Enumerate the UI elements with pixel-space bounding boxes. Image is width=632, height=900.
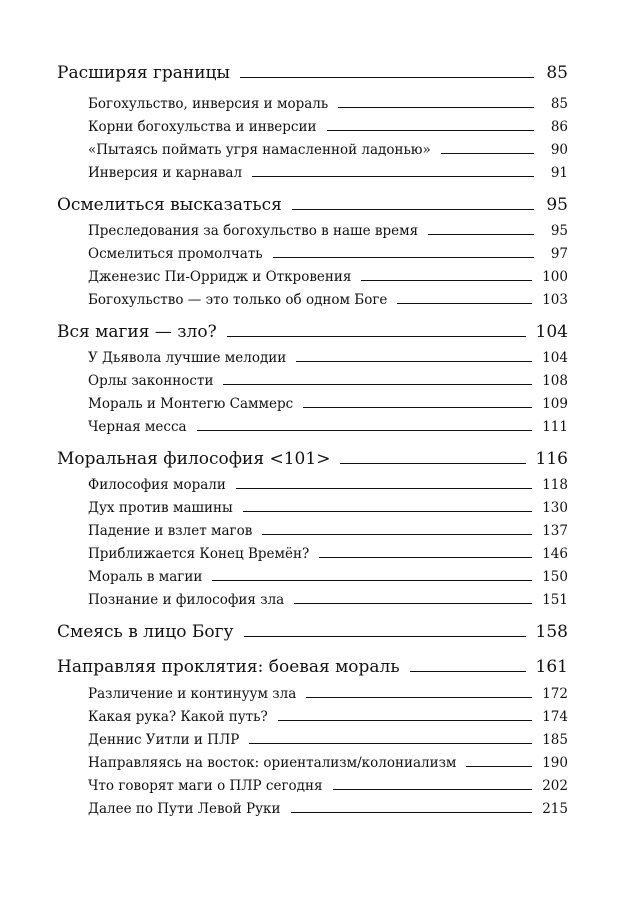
toc-page-number: 118 (542, 477, 568, 493)
toc-section-title: Познание и философия зла (88, 592, 285, 608)
toc-page-number: 161 (535, 657, 568, 677)
toc-section-title: Инверсия и карнавал (88, 165, 243, 181)
toc-page-number: 95 (550, 223, 568, 239)
toc-page-number: 111 (542, 419, 568, 435)
toc-leader-line (338, 107, 534, 108)
toc-section (88, 544, 568, 562)
toc-section (88, 94, 568, 112)
toc-leader-line (333, 789, 533, 790)
toc-page-number: 174 (542, 709, 568, 725)
toc-section (88, 140, 568, 158)
toc-section-title: Направляясь на восток: ориентализм/колониализм (88, 755, 457, 771)
toc-section (88, 221, 568, 239)
toc-section-title: У Дьявола лучшие мелодии (88, 350, 287, 366)
toc-leader-line (361, 280, 532, 281)
toc-section-title: Черная месса (88, 419, 187, 435)
toc-section (88, 799, 568, 817)
toc-leader-line (306, 697, 532, 698)
toc-leader-line (303, 407, 532, 408)
toc-section (88, 348, 568, 366)
toc-page-number: 85 (546, 63, 568, 83)
toc-page-number: 104 (542, 350, 568, 366)
toc-section (88, 684, 568, 702)
toc-page-number: 150 (542, 569, 568, 585)
toc-section (88, 394, 568, 412)
toc-section-title: Падение и взлет магов (88, 523, 253, 539)
toc-section-title: «Пытаясь поймать угря намасленной ладонью» (88, 142, 431, 158)
toc-page-number: 185 (542, 732, 568, 748)
toc-leader-line (291, 812, 533, 813)
toc-section-title: Различение и континуум зла (88, 686, 297, 702)
toc-chapter-title: Смеясь в лицо Богу (57, 622, 234, 642)
toc-section (88, 417, 568, 435)
toc-leader-line (410, 671, 526, 672)
toc-page-number: 158 (535, 622, 568, 642)
toc-leader-line (223, 384, 532, 385)
toc-chapter-title: Вся магия — зло? (57, 322, 217, 342)
toc-leader-line (278, 720, 532, 721)
toc-leader-line (236, 488, 532, 489)
toc-section (88, 590, 568, 608)
toc-section (88, 498, 568, 516)
toc-section-title: Преследования за богохульство в наше время (88, 223, 419, 239)
toc-leader-line (296, 361, 532, 362)
toc-chapter (57, 447, 568, 469)
toc-chapter (57, 193, 568, 215)
toc-chapter (57, 620, 568, 642)
toc-leader-line (441, 153, 534, 154)
toc-chapter-title: Осмелиться высказаться (57, 195, 282, 215)
toc-page-number: 190 (542, 755, 568, 771)
toc-page-number: 103 (542, 292, 568, 308)
toc-section-title: Далее по Пути Левой Руки (88, 801, 281, 817)
toc-section (88, 730, 568, 748)
toc-leader-line (244, 636, 526, 637)
toc-section-title: Осмелиться промолчать (88, 246, 263, 262)
toc-section-title: Орлы законности (88, 373, 214, 389)
toc-chapter-title: Направляя проклятия: боевая мораль (57, 657, 400, 677)
toc-section (88, 371, 568, 389)
toc-leader-line (319, 557, 532, 558)
toc-page-number: 109 (542, 396, 568, 412)
toc-page-number: 130 (542, 500, 568, 516)
toc-section (88, 267, 568, 285)
toc-section (88, 753, 568, 771)
toc-section (88, 290, 568, 308)
toc-leader-line (197, 430, 533, 431)
toc-section-title: Философия морали (88, 477, 226, 493)
toc-page-number: 172 (542, 686, 568, 702)
toc-leader-line (466, 766, 532, 767)
toc-chapter (57, 655, 568, 677)
toc-section (88, 244, 568, 262)
toc-section (88, 567, 568, 585)
toc-chapter-title: Расширяя границы (57, 63, 231, 83)
toc-chapter (57, 320, 568, 342)
toc-section-title: Приближается Конец Времён? (88, 546, 310, 562)
toc-page-number: 151 (542, 592, 568, 608)
toc-page-number: 146 (542, 546, 568, 562)
toc-leader-line (340, 463, 525, 464)
toc-section-title: Корни богохульства и инверсии (88, 119, 317, 135)
toc-leader-line (273, 257, 534, 258)
toc-leader-line (428, 234, 534, 235)
toc-leader-line (292, 209, 534, 210)
toc-page-number: 104 (535, 322, 568, 342)
toc-page-number: 100 (542, 269, 568, 285)
toc-page-number: 90 (550, 142, 568, 158)
toc-section (88, 163, 568, 181)
toc-page-number: 108 (542, 373, 568, 389)
toc-section-title: Деннис Уитли и ПЛР (88, 732, 240, 748)
toc-section (88, 117, 568, 135)
toc-leader-line (327, 130, 535, 131)
toc-section-title: Богохульство, инверсия и мораль (88, 96, 329, 112)
toc-leader-line (212, 580, 532, 581)
toc-leader-line (252, 176, 534, 177)
toc-section-title: Мораль в магии (88, 569, 203, 585)
toc-page-number: 91 (550, 165, 568, 181)
toc-section-title: Какая рука? Какой путь? (88, 709, 268, 725)
toc-page-number: 137 (542, 523, 568, 539)
toc-leader-line (262, 534, 532, 535)
toc-section (88, 707, 568, 725)
toc-leader-line (243, 511, 532, 512)
toc-page-number: 116 (535, 449, 568, 469)
toc-section-title: Дух против машины (88, 500, 233, 516)
toc-section (88, 776, 568, 794)
toc-page-number: 85 (550, 96, 568, 112)
toc-section-title: Что говорят маги о ПЛР сегодня (88, 778, 323, 794)
toc-page-number: 97 (550, 246, 568, 262)
toc-section-title: Дженезис Пи-Орридж и Откровения (88, 269, 352, 285)
toc-leader-line (397, 303, 532, 304)
toc-leader-line (240, 77, 534, 78)
toc-page-number: 95 (546, 195, 568, 215)
toc-chapter-title: Моральная философия <101> (57, 449, 331, 469)
toc-chapter (57, 61, 568, 83)
toc-page-number: 215 (542, 801, 568, 817)
toc-section-title: Мораль и Монтегю Саммерс (88, 396, 294, 412)
toc-leader-line (249, 743, 532, 744)
toc-section (88, 475, 568, 493)
toc-leader-line (227, 336, 526, 337)
toc-section (88, 521, 568, 539)
toc-page-number: 86 (550, 119, 568, 135)
toc-section-title: Богохульство — это только об одном Боге (88, 292, 388, 308)
toc-leader-line (294, 603, 532, 604)
toc-page-number: 202 (542, 778, 568, 794)
